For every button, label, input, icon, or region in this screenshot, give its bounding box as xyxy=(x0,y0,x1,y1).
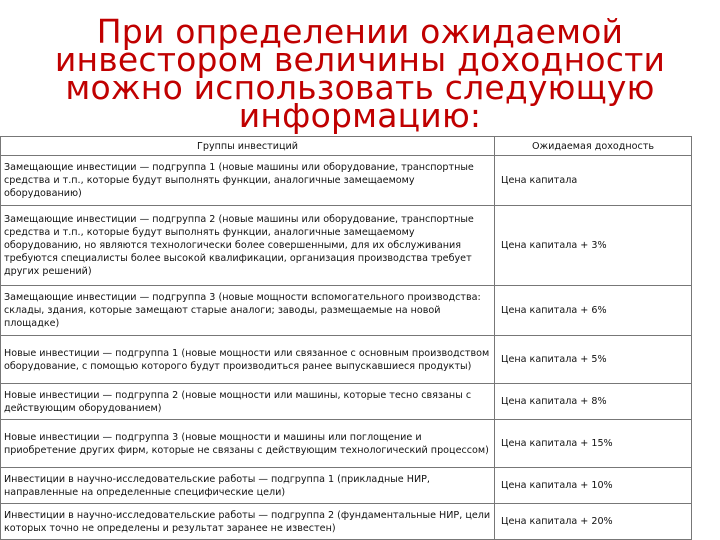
investment-group-cell: Новые инвестиции — подгруппа 2 (новые мощности или машины, которые тесно связаны с действующим оборудованием) xyxy=(1,384,495,420)
expected-return-cell: Цена капитала xyxy=(495,156,692,206)
investment-group-cell: Замещающие инвестиции — подгруппа 1 (новые машины или оборудование, транспортные средства и т.п., которые будут выполнять функции, аналогичные замещаемому оборудованию) xyxy=(1,156,495,206)
expected-return-cell: Цена капитала + 20% xyxy=(495,504,692,540)
investment-group-cell: Замещающие инвестиции — подгруппа 2 (новые машины или оборудование, транспортные средства и т.п., которые будут выполнять функции, аналогичные замещаемому оборудованию, но являются технологически более совершенными, для их обслуживания требуются специалисты более высокой квалификации, организация производства требует других решений) xyxy=(1,206,495,286)
expected-return-cell: Цена капитала + 6% xyxy=(495,286,692,336)
table-row xyxy=(1,206,692,286)
expected-return-cell: Цена капитала + 5% xyxy=(495,336,692,384)
expected-return-cell: Цена капитала + 15% xyxy=(495,420,692,468)
table-row xyxy=(1,504,692,540)
table-row xyxy=(1,336,692,384)
slide-title: При определении ожидаемой инвестором величины доходности можно использовать следующую информацию: xyxy=(54,12,666,135)
header-investment-groups: Группы инвестиций xyxy=(1,137,495,156)
investment-group-cell: Инвестиции в научно-исследовательские работы — подгруппа 2 (фундаментальные НИР, цели которых точно не определены и результат заранее не известен) xyxy=(1,504,495,540)
expected-return-cell: Цена капитала + 3% xyxy=(495,206,692,286)
investment-group-cell: Замещающие инвестиции — подгруппа 3 (новые мощности вспомогательного производства: склады, здания, которые замещают старые аналоги; заводы, размещаемые на новой площадке) xyxy=(1,286,495,336)
expected-return-cell: Цена капитала + 8% xyxy=(495,384,692,420)
investment-group-cell: Инвестиции в научно-исследовательские работы — подгруппа 1 (прикладные НИР, направленные на определенные специфические цели) xyxy=(1,468,495,504)
table-row xyxy=(1,420,692,468)
table-row xyxy=(1,384,692,420)
table-row xyxy=(1,468,692,504)
table-row xyxy=(1,156,692,206)
header-expected-return: Ожидаемая доходность xyxy=(495,137,692,156)
expected-return-cell: Цена капитала + 10% xyxy=(495,468,692,504)
table-header-row xyxy=(1,137,692,156)
investment-group-cell: Новые инвестиции — подгруппа 3 (новые мощности и машины или поглощение и приобретение других фирм, которые не связаны с действующим технологический процессом) xyxy=(1,420,495,468)
investment-return-table xyxy=(0,136,692,540)
investment-group-cell: Новые инвестиции — подгруппа 1 (новые мощности или связанное с основным производством оборудование, с помощью которого будут производиться ранее выпускавшиеся продукты) xyxy=(1,336,495,384)
table-row xyxy=(1,286,692,336)
